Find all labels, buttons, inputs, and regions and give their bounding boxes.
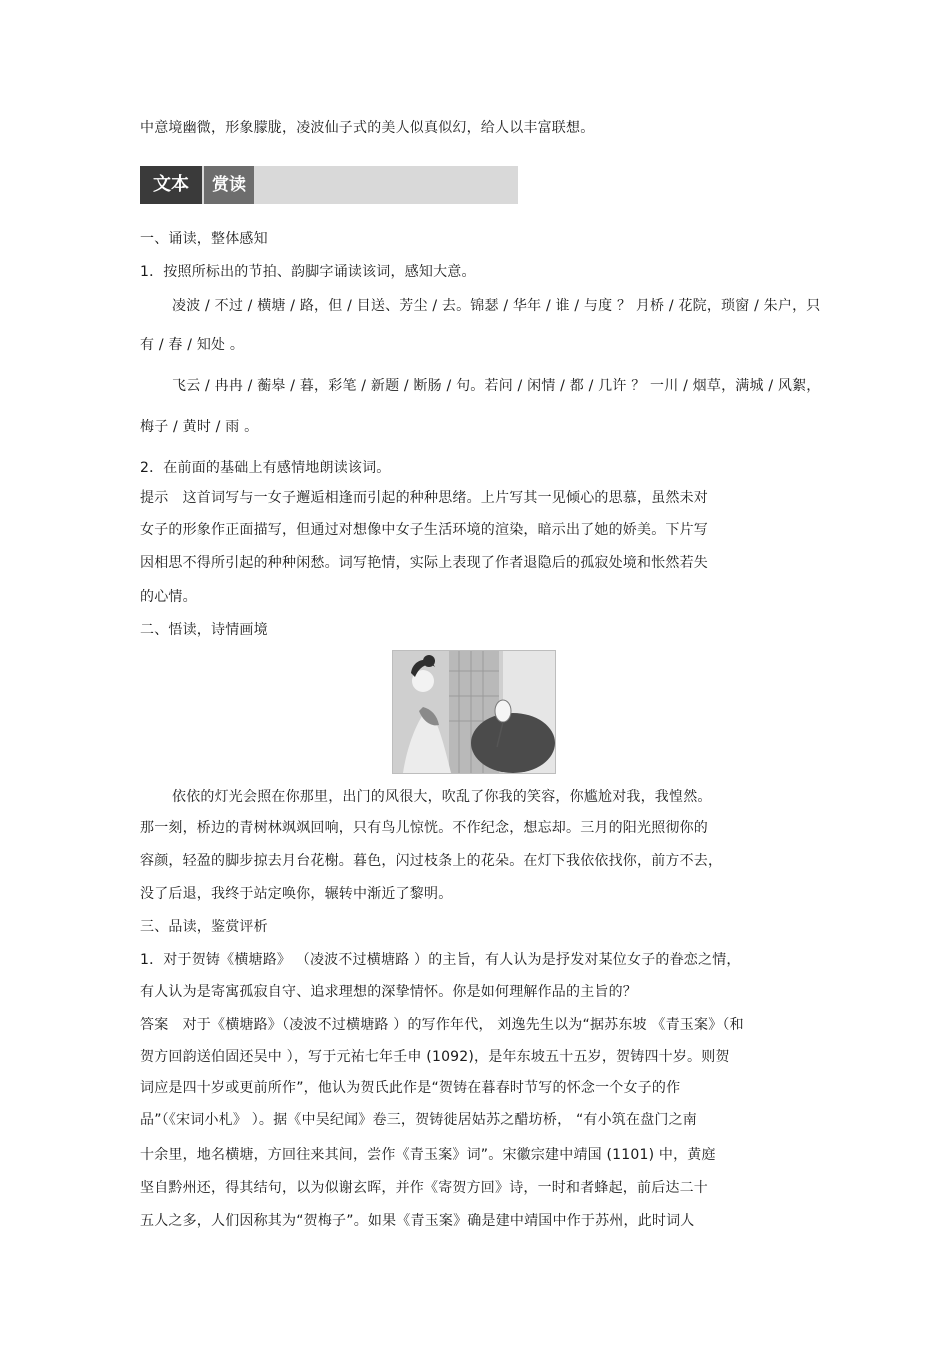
intro-line: 中意境幽微，形象朦胧，凌波仙子式的美人似真似幻，给人以丰富联想。 <box>140 120 595 136</box>
answer-line: 贺方回韵送伯固还吴中 ），写于元祐七年壬申 (1092)，是年东坡五十五岁，贺铸四十岁。则贺 <box>140 1049 730 1065</box>
prose-line: 依依的灯光会照在你那里，出门的风很大，吹乱了你我的笑容，你尴尬对我，我惶然。 <box>172 789 712 805</box>
section-banner <box>140 166 518 204</box>
hint-line: 提示 这首词写与一女子邂逅相逢而引起的种种思绪。上片写其一见倾心的思慕，虽然未对 <box>140 490 708 506</box>
poem-line: 梅子 / 黄时 / 雨 。 <box>140 419 259 435</box>
paragraph-line: 1．按照所标出的节拍、韵脚字诵读该词，感知大意。 <box>140 264 476 280</box>
prose-line: 容颜，轻盈的脚步掠去月台花榭。暮色，闪过枝条上的花朵。在灯下我依依找你，前方不去， <box>140 853 723 869</box>
prose-line: 没了后退，我终于站定唤你，辗转中渐近了黎明。 <box>140 886 453 902</box>
answer-line: 词应是四十岁或更前所作”，他认为贺氏此作是“贺铸在暮春时节写的怀念一个女子的作 <box>140 1080 681 1096</box>
answer-line: 品”（《宋词小札》 ）。据《中吴纪闻》卷三，贺铸徙居姑苏之醋坊桥， “有小筑在盘门之南 <box>140 1112 698 1128</box>
banner-label-text: 文本 <box>140 166 202 204</box>
question-line: 1．对于贺铸《横塘路》 （凌波不过横塘路 ）的主旨，有人认为是抒发对某位女子的眷恋之情， <box>140 952 741 968</box>
poem-line: 飞云 / 冉冉 / 蘅皋 / 暮，彩笔 / 新题 / 断肠 / 句。若问 / 闲情 / 都 / 几许 ？ 一川 / 烟草，满城 / 风絮， <box>172 378 821 394</box>
poem-line: 凌波 / 不过 / 横塘 / 路，但 / 目送、芳尘 / 去。锦瑟 / 华年 / 谁 / 与度 ？ 月桥 / 花院，琐窗 / 朱户，只 <box>172 298 821 314</box>
answer-line: 答案 对于《横塘路》（凌波不过横塘路 ）的写作年代， 刘逸先生以为“据苏东坡 《青玉案》（和 <box>140 1017 744 1033</box>
paragraph-line: 2．在前面的基础上有感情地朗读该词。 <box>140 460 391 476</box>
section-heading-3: 三、品读，鉴赏评析 <box>140 919 268 935</box>
hint-line: 因相思不得所引起的种种闲愁。词写艳情，实际上表现了作者退隐后的孤寂处境和怅然若失 <box>140 555 708 571</box>
illustration-image <box>392 650 556 774</box>
poem-line: 有 / 春 / 知处 。 <box>140 337 245 353</box>
banner-label-appreciation: 赏读 <box>204 166 254 204</box>
hint-line: 的心情。 <box>140 589 197 605</box>
lady-painting-icon <box>393 651 555 773</box>
question-line: 有人认为是寄寓孤寂自守、追求理想的深挚情怀。你是如何理解作品的主旨的？ <box>140 984 637 1000</box>
prose-line: 那一刻，桥边的青树林飒飒回响，只有鸟儿惊恍。不作纪念，想忘却。三月的阳光照彻你的 <box>140 820 708 836</box>
answer-line: 五人之多，人们因称其为“贺梅子”。如果《青玉案》确是建中靖国中作于苏州，此时词人 <box>140 1213 695 1229</box>
answer-line: 十余里，地名横塘，方回往来其间，尝作《青玉案》词”。宋徽宗建中靖国 (1101) 中，黄庭 <box>140 1147 716 1163</box>
section-heading-2: 二、悟读，诗情画境 <box>140 622 268 638</box>
section-heading-1: 一、诵读，整体感知 <box>140 231 268 247</box>
answer-line: 坚自黔州还，得其结句，以为似谢玄晖，并作《寄贺方回》诗，一时和者蜂起，前后达二十 <box>140 1180 708 1196</box>
hint-line: 女子的形象作正面描写，但通过对想像中女子生活环境的渲染，暗示出了她的娇美。下片写 <box>140 522 708 538</box>
